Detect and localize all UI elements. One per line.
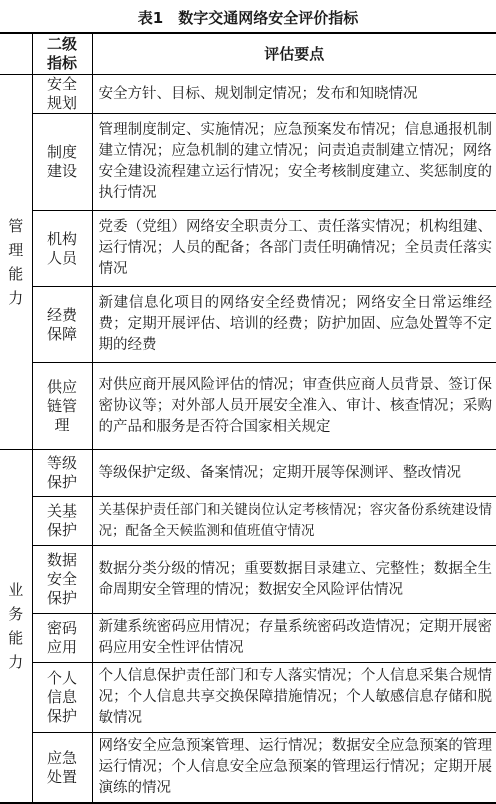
points-cell: 个人信息保护责任部门和专人落实情况；个人信息采集合规情况；个人信息共享交换保障措施情况；个人敏感信息存储和脱敏情况	[92, 663, 496, 733]
table-row	[0, 450, 496, 497]
table-row	[0, 614, 496, 663]
indicator-cell: 应急处置	[32, 733, 92, 804]
points-cell: 网络安全应急预案管理、运行情况；数据安全应急预案的管理运行情况；个人信息安全应急预案的管理运行情况；定期开展演练的情况	[92, 733, 496, 804]
evaluation-table	[0, 32, 496, 804]
header-points: 评估要点	[264, 44, 325, 63]
indicator-cell: 安全规划	[32, 75, 92, 114]
group-label: 管理能力	[0, 75, 32, 450]
table-row	[0, 75, 496, 114]
points-cell: 管理制度制定、实施情况；应急预案发布情况；信息通报机制建立情况；应急机制的建立情况；问责追责制建立情况；网络安全建设流程建立运行情况；安全考核制度建立、奖惩制度的执行情况	[92, 114, 496, 211]
points-cell: 等级保护定级、备案情况；定期开展等保测评、整改情况	[98, 464, 461, 481]
indicator-cell: 经费保障	[32, 287, 92, 363]
group-business	[0, 450, 496, 804]
points-cell: 数据分类分级的情况；重要数据目录建立、完整性；数据全生命周期安全管理的情况；数据安全风险评估情况	[92, 546, 496, 614]
points-cell: 新建系统密码应用情况；存量系统密码改造情况；定期开展密码应用安全性评估情况	[92, 614, 496, 663]
header-level2: 二级指标	[32, 33, 92, 75]
table-row	[0, 114, 496, 211]
table-header-row	[0, 33, 496, 75]
points-cell: 关基保护责任部门和关键岗位认定考核情况；容灾备份系统建设情况；配备全天候监测和值班值守情况	[92, 497, 496, 546]
header-blank-cell	[0, 33, 32, 75]
table-row	[0, 363, 496, 450]
table-row	[0, 663, 496, 733]
indicator-cell: 机构人员	[32, 211, 92, 287]
group-label: 业务能力	[0, 450, 32, 804]
table-row	[0, 287, 496, 363]
indicator-cell: 密码应用	[32, 614, 92, 663]
table-row	[0, 733, 496, 804]
indicator-cell: 关基保护	[32, 497, 92, 546]
points-cell: 党委（党组）网络安全职责分工、责任落实情况；机构组建、运行情况；人员的配备；各部门责任明确情况；全员责任落实情况	[92, 211, 496, 287]
table-row	[0, 546, 496, 614]
table-row	[0, 497, 496, 546]
indicator-cell: 制度建设	[32, 114, 92, 211]
indicator-cell: 数据安全保护	[32, 546, 92, 614]
table-title: 表1 数字交通网络安全评价指标	[137, 9, 359, 27]
indicator-cell: 个人信息保护	[32, 663, 92, 733]
points-cell: 对供应商开展风险评估的情况；审查供应商人员背景、签订保密协议等；对外部人员开展安全准入、审计、核查情况；采购的产品和服务是否符合国家相关规定	[92, 363, 496, 450]
points-cell: 安全方针、目标、规划制定情况；发布和知晓情况	[98, 85, 418, 102]
indicator-cell: 供应链管理	[32, 363, 92, 450]
group-management	[0, 75, 496, 450]
indicator-cell: 等级保护	[32, 450, 92, 497]
points-cell: 新建信息化项目的网络安全经费情况；网络安全日常运维经费；定期开展评估、培训的经费；防护加固、应急处置等不定期的经费	[92, 287, 496, 363]
table-row	[0, 211, 496, 287]
